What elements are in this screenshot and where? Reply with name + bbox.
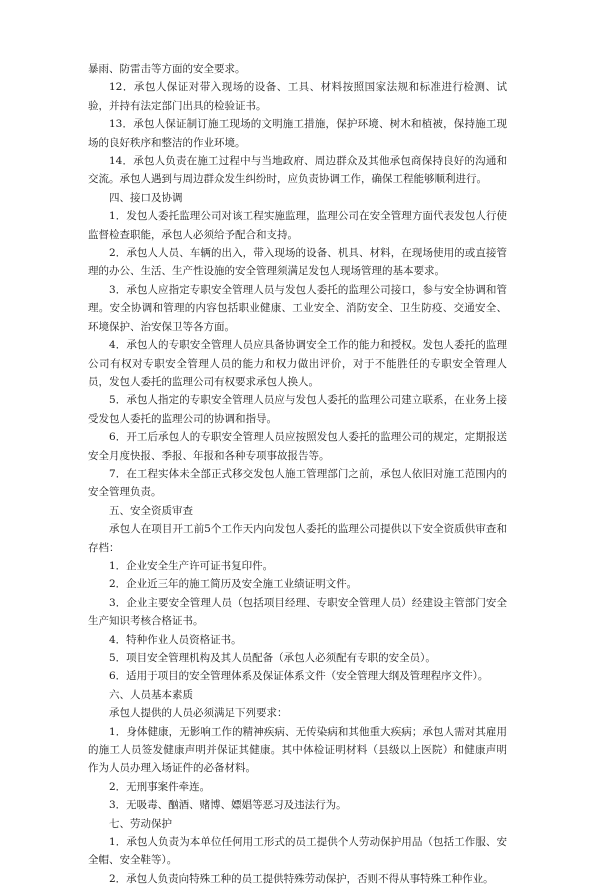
paragraph-item: 5．承包人指定的专职安全管理人员应与发包人委托的监理公司建立联系，在业务上接受发包人委托的监理公司的协调和指导。 [88, 394, 507, 425]
paragraph-item: 承包人提供的人员必须满足下列要求： [109, 707, 288, 720]
paragraph-item: 承包人在项目开工前5个工作天内向发包人委托的监理公司提供以下安全资质供审查和存档： [88, 523, 507, 554]
paragraph-item: 1．发包人委托监理公司对该工程实施监理，监理公司在安全管理方面代表发包人行使监督检查职能，承包人必须给予配合和支持。 [88, 210, 507, 241]
paragraph-item: 3．企业主要安全管理人员（包括项目经理、专职安全管理人员）经建设主管部门安全生产知识考核合格证书。 [88, 596, 507, 628]
paragraph-item: 1．企业安全生产许可证书复印件。 [109, 559, 274, 572]
paragraph-item: 5．项目安全管理机构及其人员配备（承包人必须配有专职的安全员）。 [109, 652, 436, 664]
section-heading-qualification: 五、安全资质审查 [109, 504, 193, 517]
paragraph-item: 2．承包人负责向特殊工种的员工提供特殊劳动保护，否则不得从事特殊工种作业。 [109, 872, 494, 885]
paragraph-item: 2．承包人人员、车辆的出入，带入现场的设备、机具、材料，在现场使用的或直接管理的办公、生活、生产性设施的安全管理须满足发包人现场管理的基本要求。 [88, 247, 507, 278]
paragraph-item-14: 14．承包人负责在施工过程中与当地政府、周边群众及其他承包商保持良好的沟通和交流。承包人遇到与周边群众发生纠纷时，应负责协调工作，确保工程能够顺利进行。 [88, 155, 507, 186]
section-heading-labor-protection: 七、劳动保护 [109, 817, 172, 830]
paragraph-item: 1．承包人负责为本单位任何用工形式的员工提供个人劳动保护用品（包括工作服、安全帽、安全鞋等）。 [88, 836, 507, 867]
paragraph-item-12: 12．承包人保证对带入现场的设备、工具、材料按照国家法规和标准进行检测、试验，并持有法定部门出具的检验证书。 [88, 81, 507, 112]
paragraph-item: 4．承包人的专职安全管理人员应具备协调安全工作的能力和授权。发包人委托的监理公司有权对专职安全管理人员的能力和权力做出评价，对于不能胜任的专职安全管理人员，发包人委托的监理公司有权要求承包人换人。 [88, 339, 507, 388]
paragraph-item: 1．身体健康，无影响工作的精神疾病、无传染病和其他重大疾病；承包人需对其雇用的施工人员签发健康声明并保证其健康。其中体检证明材料（县级以上医院）和健康声明作为人员办理入场证件的必备材料。 [88, 725, 507, 775]
paragraph-item: 3．承包人应指定专职安全管理人员与发包人委托的监理公司接口，参与安全协调和管理。安全协调和管理的内容包括职业健康、工业安全、消防安全、卫生防疫、交通安全、环境保护、治安保卫等各方面。 [88, 283, 507, 333]
paragraph-item: 3．无吸毒、酗酒、赌博、嫖娼等恶习及违法行为。 [109, 799, 347, 812]
section-heading-interface: 四、接口及协调 [109, 191, 183, 204]
paragraph-item: 2．企业近三年的施工简历及安全施工业绩证明文件。 [109, 578, 358, 591]
paragraph-item: 2．无刑事案件牵连。 [109, 780, 211, 793]
paragraph-item: 4．特种作业人员资格证书。 [109, 633, 242, 646]
paragraph-item: 6．适用于项目的安全管理体系及保证体系文件（安全管理大纲及管理程序文件）。 [109, 670, 489, 683]
paragraph-item: 6．开工后承包人的专职安全管理人员应按照发包人委托的监理公司的规定，定期报送安全月度快报、季报、年报和各种专项事故报告等。 [88, 431, 507, 462]
paragraph-item: 7．在工程实体未全部正式移交发包人施工管理部门之前，承包人依旧对施工范围内的安全管理负责。 [88, 467, 507, 499]
paragraph-item-13: 13．承包人保证制订施工现场的文明施工措施，保护环境、树木和植被，保持施工现场的良好秩序和整洁的作业环境。 [88, 118, 507, 149]
section-heading-personnel: 六、人员基本素质 [109, 688, 193, 701]
paragraph-continuation: 暴雨、防雷击等方面的安全要求。 [88, 63, 246, 75]
